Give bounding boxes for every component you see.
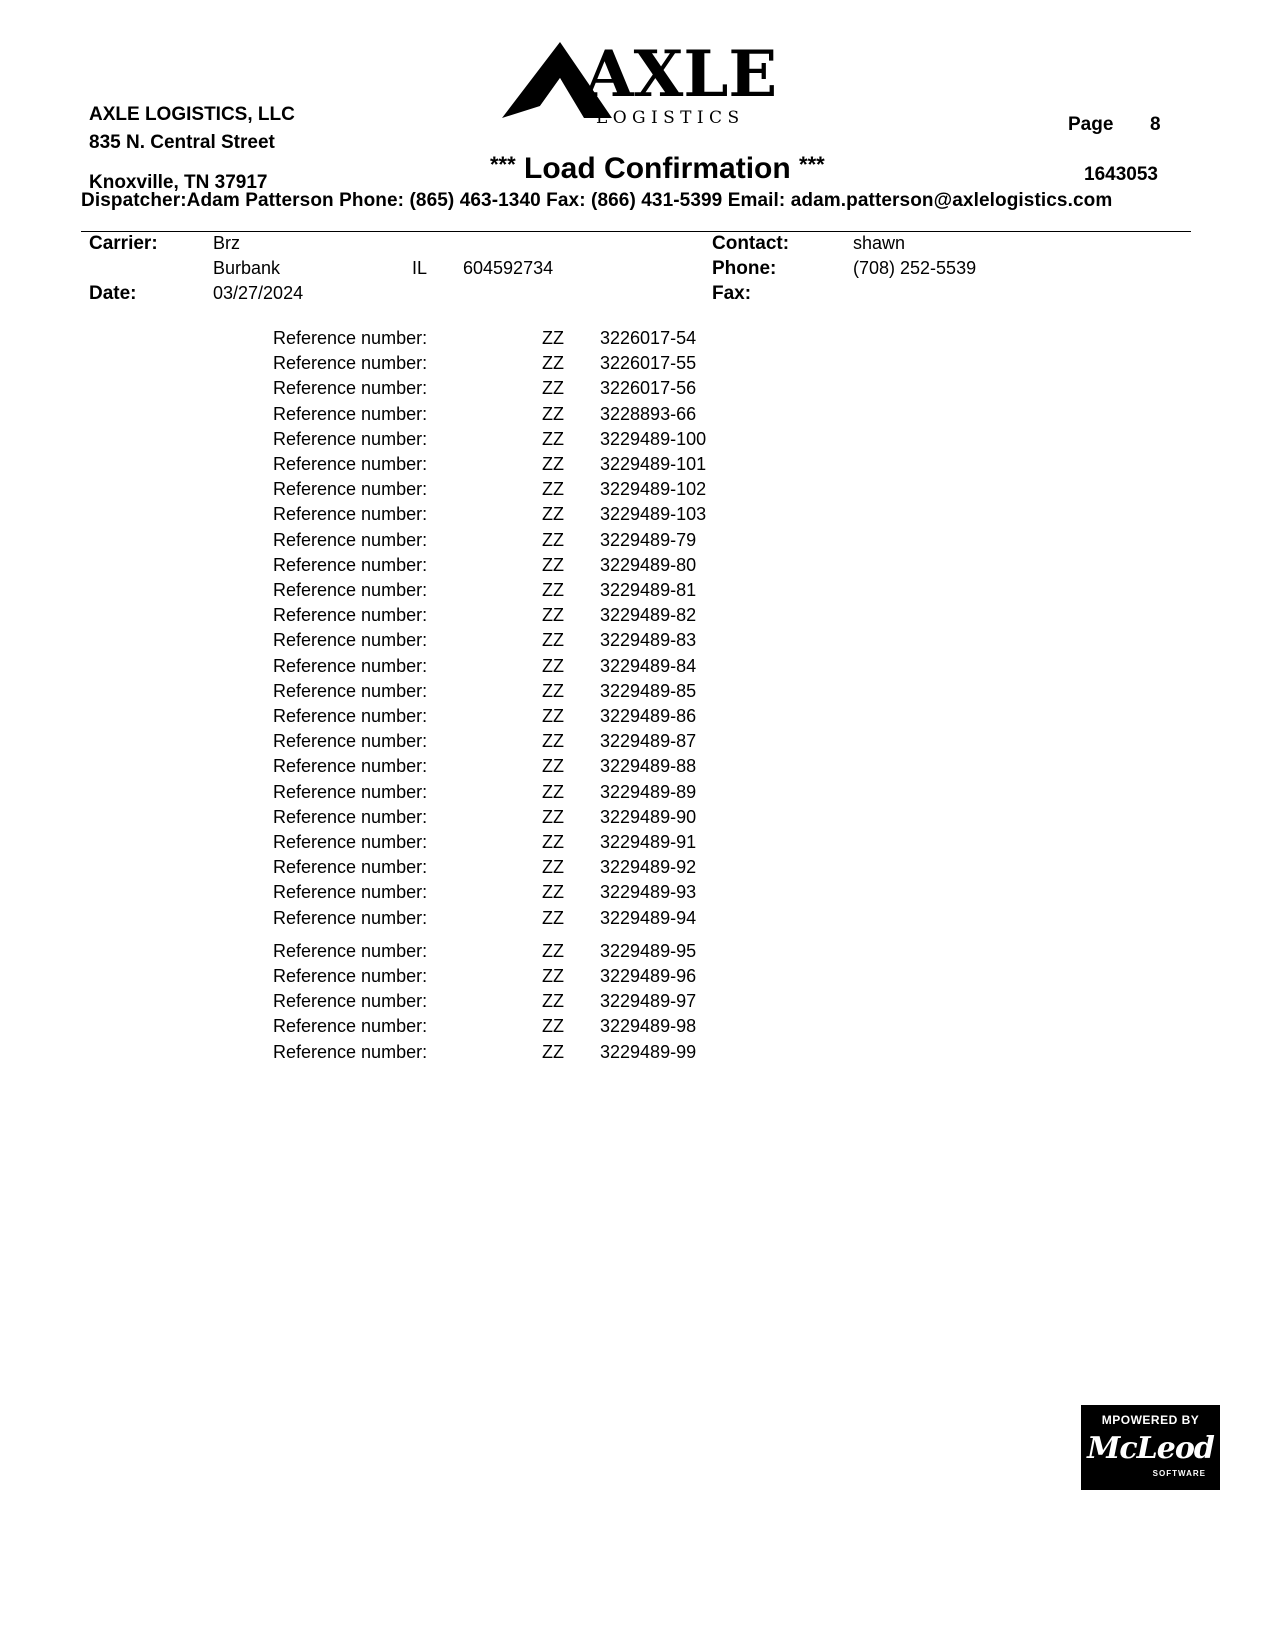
reference-row — [0, 857, 800, 881]
reference-label: Reference number: — [273, 504, 428, 525]
reference-row — [0, 681, 800, 705]
reference-number: 3229489-97 — [600, 991, 697, 1012]
reference-row — [0, 479, 800, 503]
reference-qualifier: ZZ — [542, 454, 564, 474]
reference-label: Reference number: — [273, 605, 428, 626]
reference-label: Reference number: — [273, 966, 428, 986]
carrier-label: Carrier: — [89, 233, 158, 254]
reference-row — [0, 580, 800, 604]
reference-number: 3229489-102 — [600, 479, 707, 500]
reference-label: Reference number: — [273, 731, 428, 752]
reference-label: Reference number: — [273, 857, 428, 878]
contact-label: Contact: — [712, 233, 790, 254]
reference-row — [0, 991, 800, 1015]
reference-number: 3229489-79 — [600, 529, 697, 550]
header-divider — [81, 231, 1191, 232]
reference-label: Reference number: — [273, 706, 428, 726]
reference-qualifier: ZZ — [542, 882, 564, 903]
reference-number: 3229489-101 — [600, 454, 707, 474]
reference-row — [0, 1016, 800, 1040]
reference-row — [0, 656, 800, 680]
reference-qualifier: ZZ — [542, 806, 564, 827]
reference-row — [0, 504, 800, 528]
reference-row — [0, 1042, 800, 1066]
reference-qualifier: ZZ — [542, 328, 564, 348]
reference-qualifier: ZZ — [542, 353, 564, 374]
reference-row — [0, 731, 800, 755]
reference-label: Reference number: — [273, 554, 428, 575]
reference-row — [0, 404, 800, 428]
reference-label: Reference number: — [273, 630, 428, 651]
reference-row — [0, 429, 800, 453]
carrier-city: Burbank — [213, 258, 281, 278]
reference-label: Reference number: — [273, 479, 428, 500]
reference-number: 3229489-88 — [600, 756, 697, 777]
reference-number: 3229489-83 — [600, 630, 697, 651]
carrier-name: Brz — [213, 233, 240, 253]
reference-number: 3229489-94 — [600, 907, 697, 928]
reference-qualifier: ZZ — [542, 630, 564, 651]
company-city: Knoxville, TN 37917 — [89, 172, 268, 193]
reference-number: 3229489-92 — [600, 857, 697, 878]
reference-number: 3229489-99 — [600, 1041, 697, 1062]
carrier-state: IL — [412, 258, 428, 278]
reference-qualifier: ZZ — [542, 479, 564, 500]
reference-label: Reference number: — [273, 454, 428, 474]
reference-number: 3229489-89 — [600, 781, 697, 802]
reference-row — [0, 630, 800, 654]
reference-row — [0, 454, 800, 478]
reference-label: Reference number: — [273, 940, 428, 961]
reference-row — [0, 941, 800, 965]
reference-row — [0, 530, 800, 554]
reference-qualifier: ZZ — [542, 857, 564, 878]
phone-value: (708) 252-5539 — [853, 258, 977, 278]
reference-row — [0, 832, 800, 856]
reference-label: Reference number: — [273, 907, 428, 928]
reference-number: 3229489-91 — [600, 832, 697, 852]
reference-number: 3228893-66 — [600, 403, 697, 424]
reference-label: Reference number: — [273, 991, 428, 1012]
page-number: 8 — [1150, 114, 1161, 135]
reference-number: 3226017-54 — [600, 328, 697, 348]
reference-qualifier: ZZ — [542, 428, 564, 449]
reference-qualifier: ZZ — [542, 554, 564, 575]
reference-qualifier: ZZ — [542, 1016, 564, 1037]
reference-qualifier: ZZ — [542, 378, 564, 399]
reference-number: 3229489-86 — [600, 706, 697, 726]
badge-software-text: SOFTWARE — [1152, 1469, 1206, 1478]
reference-label: Reference number: — [273, 328, 428, 348]
reference-number: 3229489-81 — [600, 580, 697, 600]
reference-row — [0, 807, 800, 831]
contact-value: shawn — [853, 233, 906, 253]
reference-label: Reference number: — [273, 680, 428, 701]
reference-qualifier: ZZ — [542, 781, 564, 802]
reference-number: 3229489-85 — [600, 680, 697, 701]
reference-label: Reference number: — [273, 428, 428, 449]
reference-qualifier: ZZ — [542, 655, 564, 676]
logo-sub: L O G I S T I C S — [596, 108, 740, 128]
reference-qualifier: ZZ — [542, 680, 564, 701]
date-label: Date: — [89, 283, 137, 304]
reference-row — [0, 782, 800, 806]
title-stars-right: *** — [799, 152, 825, 177]
reference-label: Reference number: — [273, 1041, 428, 1062]
company-street: 835 N. Central Street — [89, 132, 275, 153]
reference-row — [0, 756, 800, 780]
reference-row — [0, 378, 800, 402]
fax-label: Fax: — [712, 283, 752, 304]
reference-row — [0, 908, 800, 932]
dispatcher-line: Dispatcher:Adam Patterson Phone: (865) 463-1340 Fax: (866) 431-5399 Email: adam.patterson@axlelogistics.com — [81, 190, 1113, 211]
phone-label: Phone: — [712, 258, 777, 279]
reference-qualifier: ZZ — [542, 706, 564, 726]
reference-row — [0, 605, 800, 629]
reference-label: Reference number: — [273, 806, 428, 827]
logo-word: AXLE — [584, 38, 778, 112]
title-stars-left: *** — [490, 152, 516, 177]
badge-powered-text: MPOWERED BY — [1101, 1413, 1200, 1427]
page-title — [490, 152, 825, 186]
reference-row — [0, 706, 800, 730]
load-id: 1643053 — [1084, 164, 1158, 185]
badge-brand-text: McLeod — [1087, 1431, 1214, 1466]
axle-logistics-logo — [500, 38, 810, 128]
reference-row — [0, 882, 800, 906]
reference-qualifier: ZZ — [542, 966, 564, 986]
reference-number: 3229489-90 — [600, 806, 697, 827]
reference-number: 3229489-100 — [600, 428, 707, 449]
reference-label: Reference number: — [273, 378, 428, 399]
reference-number: 3229489-87 — [600, 731, 697, 752]
reference-row — [0, 966, 800, 990]
reference-qualifier: ZZ — [542, 1041, 564, 1062]
reference-number: 3229489-80 — [600, 554, 697, 575]
title-text: Load Confirmation — [524, 152, 791, 185]
reference-label: Reference number: — [273, 832, 428, 852]
reference-qualifier: ZZ — [542, 403, 564, 424]
reference-row — [0, 353, 800, 377]
reference-label: Reference number: — [273, 353, 428, 374]
reference-row — [0, 328, 800, 352]
reference-qualifier: ZZ — [542, 991, 564, 1012]
page-label: Page — [1068, 114, 1114, 135]
reference-qualifier: ZZ — [542, 907, 564, 928]
date-value: 03/27/2024 — [213, 283, 304, 303]
reference-qualifier: ZZ — [542, 529, 564, 550]
reference-number: 3229489-103 — [600, 504, 707, 525]
company-name: AXLE LOGISTICS, LLC — [89, 104, 295, 125]
reference-number: 3229489-95 — [600, 940, 697, 961]
reference-qualifier: ZZ — [542, 580, 564, 600]
reference-label: Reference number: — [273, 781, 428, 802]
reference-qualifier: ZZ — [542, 756, 564, 777]
reference-label: Reference number: — [273, 882, 428, 903]
reference-number: 3226017-56 — [600, 378, 697, 399]
reference-number: 3229489-84 — [600, 655, 697, 676]
reference-qualifier: ZZ — [542, 940, 564, 961]
reference-label: Reference number: — [273, 655, 428, 676]
reference-number: 3226017-55 — [600, 353, 697, 374]
reference-number: 3229489-98 — [600, 1016, 697, 1037]
reference-label: Reference number: — [273, 403, 428, 424]
reference-row — [0, 555, 800, 579]
reference-qualifier: ZZ — [542, 504, 564, 525]
reference-number: 3229489-82 — [600, 605, 697, 626]
reference-qualifier: ZZ — [542, 731, 564, 752]
reference-label: Reference number: — [273, 529, 428, 550]
reference-qualifier: ZZ — [542, 832, 564, 852]
mcleod-badge — [1081, 1405, 1220, 1490]
reference-label: Reference number: — [273, 756, 428, 777]
reference-number: 3229489-96 — [600, 966, 697, 986]
reference-qualifier: ZZ — [542, 605, 564, 626]
reference-label: Reference number: — [273, 1016, 428, 1037]
reference-number: 3229489-93 — [600, 882, 697, 903]
carrier-zip: 604592734 — [463, 258, 554, 278]
reference-label: Reference number: — [273, 580, 428, 600]
